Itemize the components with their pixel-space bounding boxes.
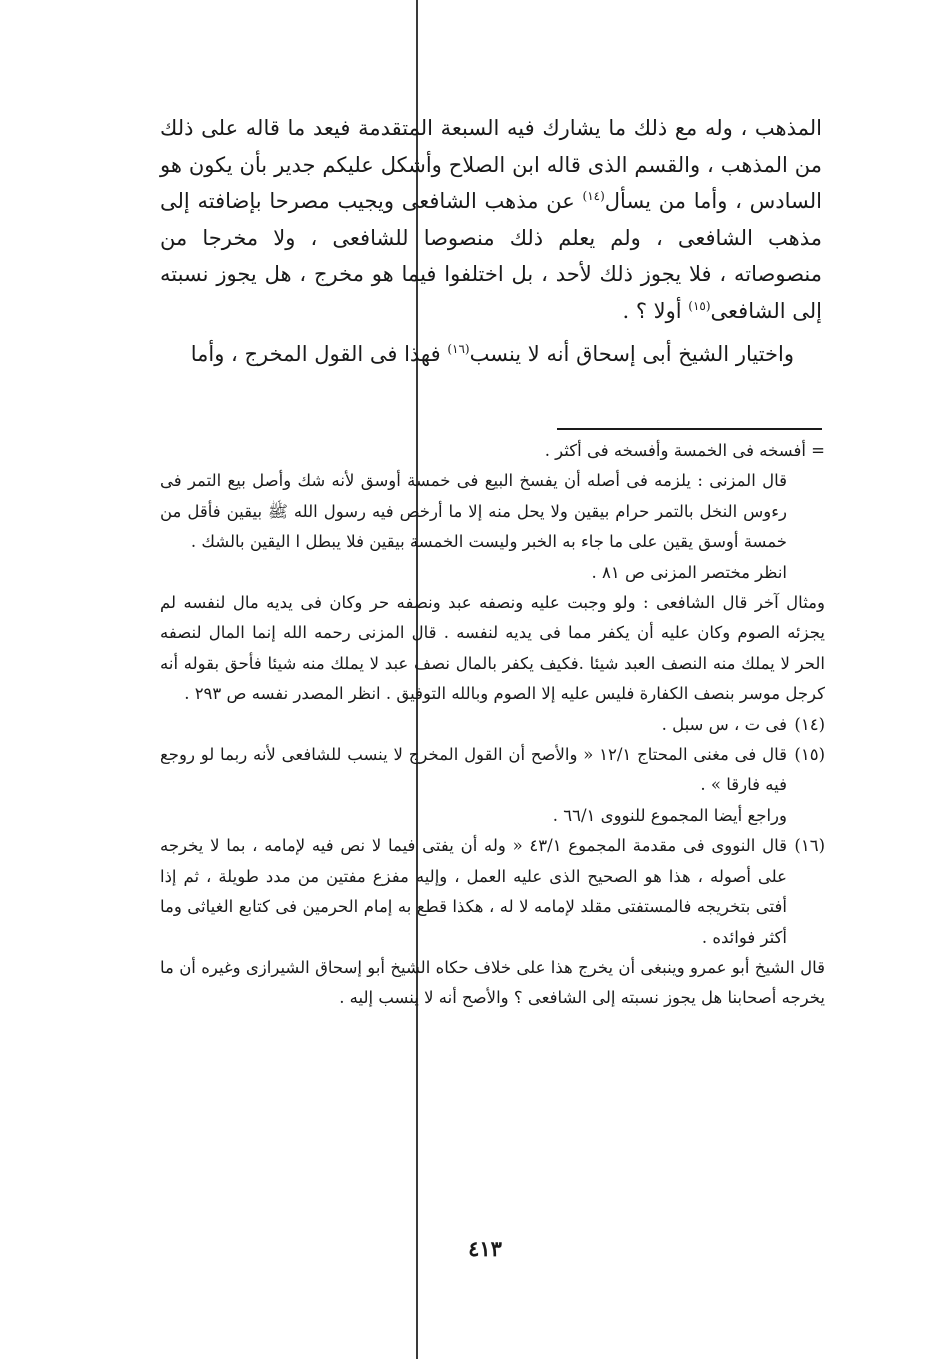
footnote-15-ref: وراجع أيضا المجموع للنووى ٦٦/١ . xyxy=(552,805,787,825)
footnote-ref-14: (١٤) xyxy=(582,189,605,204)
footnote-16-quote: قال الشيخ أبو عمرو وينبغى أن يخرج هذا على خلاف حكاه الشيخ أبو إسحاق الشيرازى وغيره أن ما يخرجه أصحابنا هل يجوز نسبته إلى الشافعى ؟ والأصح أنه لا ينسب إليه . xyxy=(160,957,825,1008)
footnote-example: ومثال آخر قال الشافعى : ولو وجبت عليه ونصفه عبد ونصفه حر وكان فى يديه مال لنفسه لم يجزئه الصوم وكان عليه أن يكفر مما فى يديه لنفسه . قال المزنى رحمه الله إنما المال لنصفه الحر لا يملك منه النصف العبد شيئا .فكيف يكفر بالمال نصف عبد لا يملك منه شيئا فأحق بقوله أنه كرجل موسر بنصف الكفارة فليس عليه إلا الصوم وبالله التوفيق . انظر المصدر نفسه ص ٢٩٣ . xyxy=(160,593,825,704)
footnotes xyxy=(160,436,825,1014)
footnote-text: فى ت ، س سبل . xyxy=(661,714,787,734)
footnote-text: قال فى مغنى المحتاج ١٢/١ « والأصح أن القول المخرج لا ينسب للشافعى لأنه ربما لو روجع فيه فارقا » . xyxy=(160,745,787,795)
page-number: ٤١٣ xyxy=(468,1236,502,1261)
footnote-ref-mukhtasar: انظر مختصر المزنى ص ٨١ . xyxy=(591,562,787,582)
footnote-text: قال النووى فى مقدمة المجموع ٤٣/١ « وله أن يفتى فيما لا نص فيه لإمامه ، بما لا يخرجه على أصوله ، هذا هو الصحيح الذى عليه العمل ، وإليه مفزع مفتين من مدد طويلة ، ثم إذا أفتى بتخريجه فالمستفتى مقلد لإمامه لا له ، هكذا قطع به إمام الحرمين فى كتابع الغياثى وما أكثر فوائده . xyxy=(160,836,787,947)
footnote-continuation: = أفسخه فى الخمسة وأفسخه فى أكثر . xyxy=(544,441,825,460)
main-paragraph-2: واختيار الشيخ أبى إسحاق أنه لا ينسب$^{(١٦)}$ فهذا فى القول المخرج ، وأما xyxy=(190,341,794,366)
footnote-14 xyxy=(160,710,825,740)
footnote-divider xyxy=(557,428,822,430)
footnote-ref-16: (١٦) xyxy=(447,341,470,356)
footnote-muzani-quote: قال المزنى : يلزمه فى أصله أن يفسخ البيع فى خمسة أوسق لأنه شك وأصل بيع التمر فى رءوس النخل بالتمر حرام بيقين ولا يحل منه إلا ما أرخص فيه رسول الله ﷺ بيقين فأقل من خمسة أوسق يقين على ما جاء به الخبر وليست الخمسة بيقين فلا يبطل ا اليقين بالشك . xyxy=(160,471,787,552)
footnote-ref-15: (١٥) xyxy=(688,298,711,313)
footnote-number: (١٦) xyxy=(794,836,825,856)
footnote-15 xyxy=(160,740,825,801)
footnote-number: (١٤) xyxy=(794,714,825,734)
main-paragraph-1: المذهب ، وله مع ذلك ما يشارك فيه السبعة المتقدمة فيعد ما قاله على ذلك من المذهب ، والقسم الذى قاله ابن الصلاح وأشكل عليكم جدير بأن يكون هو السادس ، وأما من يسأل$^{(١٤)}$ عن مذهب الشافعى ويجيب مصرحا بإضافته إلى مذهب الشافعى ، ولم يعلم ذلك منصوصا للشافعى ، ولا مخرجا من منصوصاته ، فلا يجوز ذلك لأحد ، بل اختلفوا فيما هو مخرج ، هل يجوز نسبته إلى الشافعى$^{(١٥)}$ أولا ؟ . xyxy=(160,116,822,323)
main-text xyxy=(160,110,822,372)
footnote-number: (١٥) xyxy=(794,745,825,765)
footnote-16 xyxy=(160,831,825,953)
